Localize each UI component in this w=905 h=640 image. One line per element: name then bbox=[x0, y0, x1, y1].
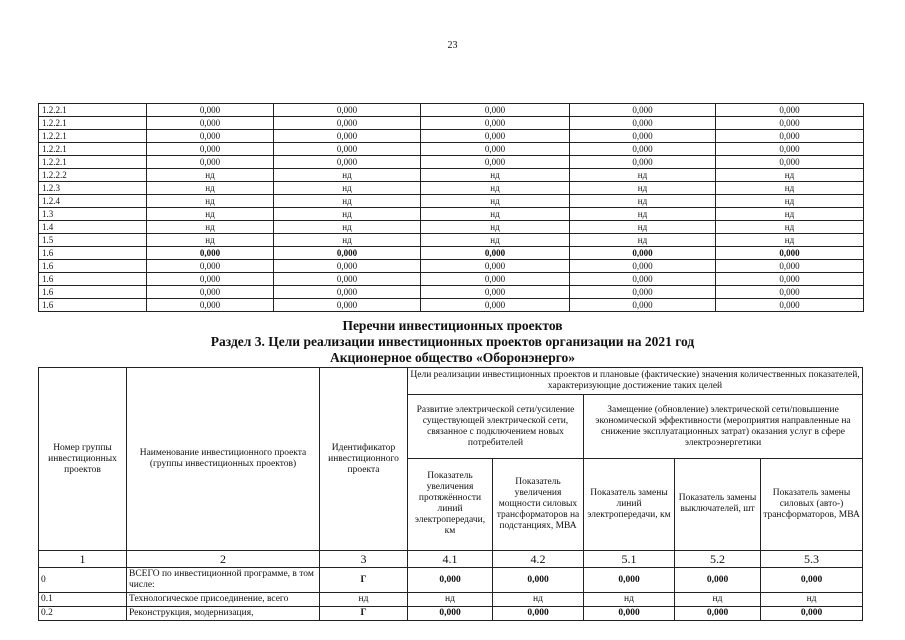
value-cell: 0,000 bbox=[274, 286, 421, 299]
value-cell: нд bbox=[421, 221, 570, 234]
value-cell: нд bbox=[274, 221, 421, 234]
group-number-cell: 0 bbox=[39, 568, 127, 593]
header-goals: Цели реализации инвестиционных проектов и плановые (фактические) значения количественных показателей, характеризующие достижение таких целей bbox=[408, 368, 863, 395]
value-cell: 0,000 bbox=[716, 143, 864, 156]
value-cell: нд bbox=[716, 221, 864, 234]
value-cell: 0,000 bbox=[274, 260, 421, 273]
value-cell: 0,000 bbox=[421, 286, 570, 299]
column-number: 1 bbox=[39, 551, 127, 568]
value-cell: нд bbox=[421, 195, 570, 208]
table-row bbox=[39, 169, 864, 182]
column-number: 3 bbox=[320, 551, 408, 568]
continued-data-table bbox=[38, 103, 864, 312]
value-cell: 0,000 bbox=[570, 143, 716, 156]
column-number: 4.2 bbox=[493, 551, 584, 568]
project-name-cell: ВСЕГО по инвестиционной программе, в том числе: bbox=[127, 568, 320, 593]
table-row bbox=[39, 568, 863, 593]
indicator-cell: 0,000 bbox=[675, 568, 761, 593]
row-code-cell: 1.2.2.1 bbox=[39, 156, 147, 169]
row-code-cell: 1.2.2.1 bbox=[39, 143, 147, 156]
value-cell: 0,000 bbox=[274, 117, 421, 130]
value-cell: 0,000 bbox=[570, 273, 716, 286]
value-cell: 0,000 bbox=[716, 260, 864, 273]
table-row bbox=[39, 286, 864, 299]
table-row bbox=[39, 221, 864, 234]
investment-goals-table-body bbox=[39, 568, 863, 621]
header-project-name: Наименование инвестиционного проекта (группы инвестиционных проектов) bbox=[127, 368, 320, 551]
value-cell: 0,000 bbox=[570, 286, 716, 299]
value-cell: 0,000 bbox=[147, 156, 274, 169]
header-indicator-5-2: Показатель замены выключателей, шт bbox=[675, 458, 761, 550]
value-cell: нд bbox=[570, 195, 716, 208]
row-code-cell: 1.6 bbox=[39, 286, 147, 299]
indicator-cell: 0,000 bbox=[493, 607, 584, 621]
value-cell: нд bbox=[716, 208, 864, 221]
value-cell: 0,000 bbox=[716, 117, 864, 130]
value-cell: 0,000 bbox=[716, 286, 864, 299]
value-cell: 0,000 bbox=[570, 299, 716, 312]
header-development: Развитие электрической сети/усиление существующей электрической сети, связанное с подключением новых потребителей bbox=[408, 395, 584, 459]
indicator-cell: нд bbox=[761, 593, 863, 607]
value-cell: 0,000 bbox=[421, 117, 570, 130]
value-cell: нд bbox=[716, 169, 864, 182]
project-name-cell: Технологическое присоединение, всего bbox=[127, 593, 320, 607]
value-cell: нд bbox=[147, 195, 274, 208]
value-cell: 0,000 bbox=[421, 156, 570, 169]
value-cell: 0,000 bbox=[274, 143, 421, 156]
table-row bbox=[39, 234, 864, 247]
value-cell: 0,000 bbox=[716, 247, 864, 260]
row-code-cell: 1.6 bbox=[39, 299, 147, 312]
value-cell: нд bbox=[716, 182, 864, 195]
table-row bbox=[39, 117, 864, 130]
table-row bbox=[39, 247, 864, 260]
value-cell: 0,000 bbox=[147, 273, 274, 286]
value-cell: нд bbox=[274, 169, 421, 182]
value-cell: нд bbox=[147, 221, 274, 234]
table-row bbox=[39, 182, 864, 195]
column-number: 5.2 bbox=[675, 551, 761, 568]
row-code-cell: 1.2.4 bbox=[39, 195, 147, 208]
project-id-cell: Г bbox=[320, 607, 408, 621]
value-cell: 0,000 bbox=[274, 247, 421, 260]
indicator-cell: 0,000 bbox=[761, 607, 863, 621]
value-cell: 0,000 bbox=[421, 104, 570, 117]
value-cell: нд bbox=[716, 195, 864, 208]
row-code-cell: 1.2.2.1 bbox=[39, 104, 147, 117]
value-cell: 0,000 bbox=[716, 299, 864, 312]
value-cell: нд bbox=[421, 182, 570, 195]
group-number-cell: 0.2 bbox=[39, 607, 127, 621]
value-cell: нд bbox=[570, 221, 716, 234]
page-number: 23 bbox=[447, 40, 458, 51]
value-cell: нд bbox=[147, 208, 274, 221]
row-code-cell: 1.2.2.2 bbox=[39, 169, 147, 182]
value-cell: 0,000 bbox=[147, 286, 274, 299]
value-cell: нд bbox=[570, 234, 716, 247]
value-cell: нд bbox=[274, 182, 421, 195]
value-cell: 0,000 bbox=[147, 130, 274, 143]
column-number: 4.1 bbox=[408, 551, 493, 568]
indicator-cell: нд bbox=[493, 593, 584, 607]
row-code-cell: 1.3 bbox=[39, 208, 147, 221]
value-cell: 0,000 bbox=[274, 104, 421, 117]
header-indicator-4-2: Показатель увеличения мощности силовых трансформаторов на подстанциях, МВА bbox=[493, 458, 584, 550]
column-numbers-row bbox=[39, 551, 863, 568]
value-cell: нд bbox=[570, 182, 716, 195]
table-row bbox=[39, 156, 864, 169]
header-project-id: Идентификатор инвестиционного проекта bbox=[320, 368, 408, 551]
row-code-cell: 1.6 bbox=[39, 247, 147, 260]
indicator-cell: 0,000 bbox=[408, 568, 493, 593]
value-cell: нд bbox=[274, 195, 421, 208]
header-indicator-5-1: Показатель замены линий электропередачи, км bbox=[584, 458, 675, 550]
value-cell: 0,000 bbox=[716, 104, 864, 117]
value-cell: 0,000 bbox=[716, 130, 864, 143]
header-group-number: Номер группы инвестиционных проектов bbox=[39, 368, 127, 551]
column-number: 2 bbox=[127, 551, 320, 568]
value-cell: 0,000 bbox=[274, 299, 421, 312]
project-id-cell: Г bbox=[320, 568, 408, 593]
value-cell: 0,000 bbox=[570, 156, 716, 169]
indicator-cell: 0,000 bbox=[584, 568, 675, 593]
value-cell: нд bbox=[570, 208, 716, 221]
indicator-cell: нд bbox=[675, 593, 761, 607]
value-cell: нд bbox=[274, 234, 421, 247]
value-cell: 0,000 bbox=[570, 247, 716, 260]
row-code-cell: 1.6 bbox=[39, 273, 147, 286]
row-code-cell: 1.5 bbox=[39, 234, 147, 247]
continued-data-table-body bbox=[39, 104, 864, 312]
value-cell: нд bbox=[147, 182, 274, 195]
row-code-cell: 1.4 bbox=[39, 221, 147, 234]
value-cell: 0,000 bbox=[570, 130, 716, 143]
value-cell: 0,000 bbox=[147, 117, 274, 130]
value-cell: нд bbox=[716, 234, 864, 247]
value-cell: 0,000 bbox=[716, 273, 864, 286]
indicator-cell: нд bbox=[584, 593, 675, 607]
value-cell: нд bbox=[147, 234, 274, 247]
table-row bbox=[39, 143, 864, 156]
value-cell: 0,000 bbox=[274, 156, 421, 169]
value-cell: 0,000 bbox=[147, 143, 274, 156]
table-row bbox=[39, 299, 864, 312]
table-row bbox=[39, 208, 864, 221]
section-title: Раздел 3. Цели реализации инвестиционных проектов организации на 2021 год bbox=[210, 334, 695, 349]
group-number-cell: 0.1 bbox=[39, 593, 127, 607]
organization-title: Акционерное общество «Оборонэнерго» bbox=[329, 350, 576, 365]
table-row bbox=[39, 607, 863, 621]
header-indicator-4-1: Показатель увеличения протяжённости линий электропередачи, км bbox=[408, 458, 493, 550]
header-replacement: Замещение (обновление) электрической сети/повышение экономической эффективности (мероприятия направленные на снижение эксплуатационных затрат) оказания услуг в сфере электроэнергетики bbox=[584, 395, 863, 459]
investment-goals-table bbox=[38, 367, 863, 621]
value-cell: 0,000 bbox=[421, 273, 570, 286]
indicator-cell: нд bbox=[408, 593, 493, 607]
value-cell: 0,000 bbox=[716, 156, 864, 169]
value-cell: нд bbox=[421, 169, 570, 182]
table-row bbox=[39, 195, 864, 208]
value-cell: 0,000 bbox=[421, 299, 570, 312]
row-code-cell: 1.2.3 bbox=[39, 182, 147, 195]
list-title: Перечни инвестиционных проектов bbox=[342, 318, 563, 333]
value-cell: 0,000 bbox=[147, 299, 274, 312]
project-id-cell: нд bbox=[320, 593, 408, 607]
row-code-cell: 1.2.2.1 bbox=[39, 130, 147, 143]
value-cell: нд bbox=[147, 169, 274, 182]
indicator-cell: 0,000 bbox=[584, 607, 675, 621]
value-cell: 0,000 bbox=[274, 273, 421, 286]
project-name-cell: Реконструкция, модернизация, bbox=[127, 607, 320, 621]
value-cell: 0,000 bbox=[570, 260, 716, 273]
indicator-cell: 0,000 bbox=[408, 607, 493, 621]
value-cell: нд bbox=[570, 169, 716, 182]
table-row bbox=[39, 104, 864, 117]
column-number: 5.3 bbox=[761, 551, 863, 568]
table-row bbox=[39, 273, 864, 286]
value-cell: 0,000 bbox=[147, 260, 274, 273]
value-cell: 0,000 bbox=[421, 130, 570, 143]
value-cell: 0,000 bbox=[570, 117, 716, 130]
value-cell: нд bbox=[421, 208, 570, 221]
value-cell: 0,000 bbox=[421, 260, 570, 273]
indicator-cell: 0,000 bbox=[675, 607, 761, 621]
value-cell: 0,000 bbox=[421, 143, 570, 156]
value-cell: 0,000 bbox=[147, 247, 274, 260]
row-code-cell: 1.6 bbox=[39, 260, 147, 273]
value-cell: 0,000 bbox=[274, 130, 421, 143]
row-code-cell: 1.2.2.1 bbox=[39, 117, 147, 130]
table-row bbox=[39, 260, 864, 273]
value-cell: 0,000 bbox=[570, 104, 716, 117]
indicator-cell: 0,000 bbox=[493, 568, 584, 593]
header-indicator-5-3: Показатель замены силовых (авто-) трансформаторов, МВА bbox=[761, 458, 863, 550]
table-row bbox=[39, 593, 863, 607]
value-cell: нд bbox=[421, 234, 570, 247]
value-cell: 0,000 bbox=[421, 247, 570, 260]
column-number: 5.1 bbox=[584, 551, 675, 568]
table-row bbox=[39, 130, 864, 143]
value-cell: 0,000 bbox=[147, 104, 274, 117]
indicator-cell: 0,000 bbox=[761, 568, 863, 593]
value-cell: нд bbox=[274, 208, 421, 221]
